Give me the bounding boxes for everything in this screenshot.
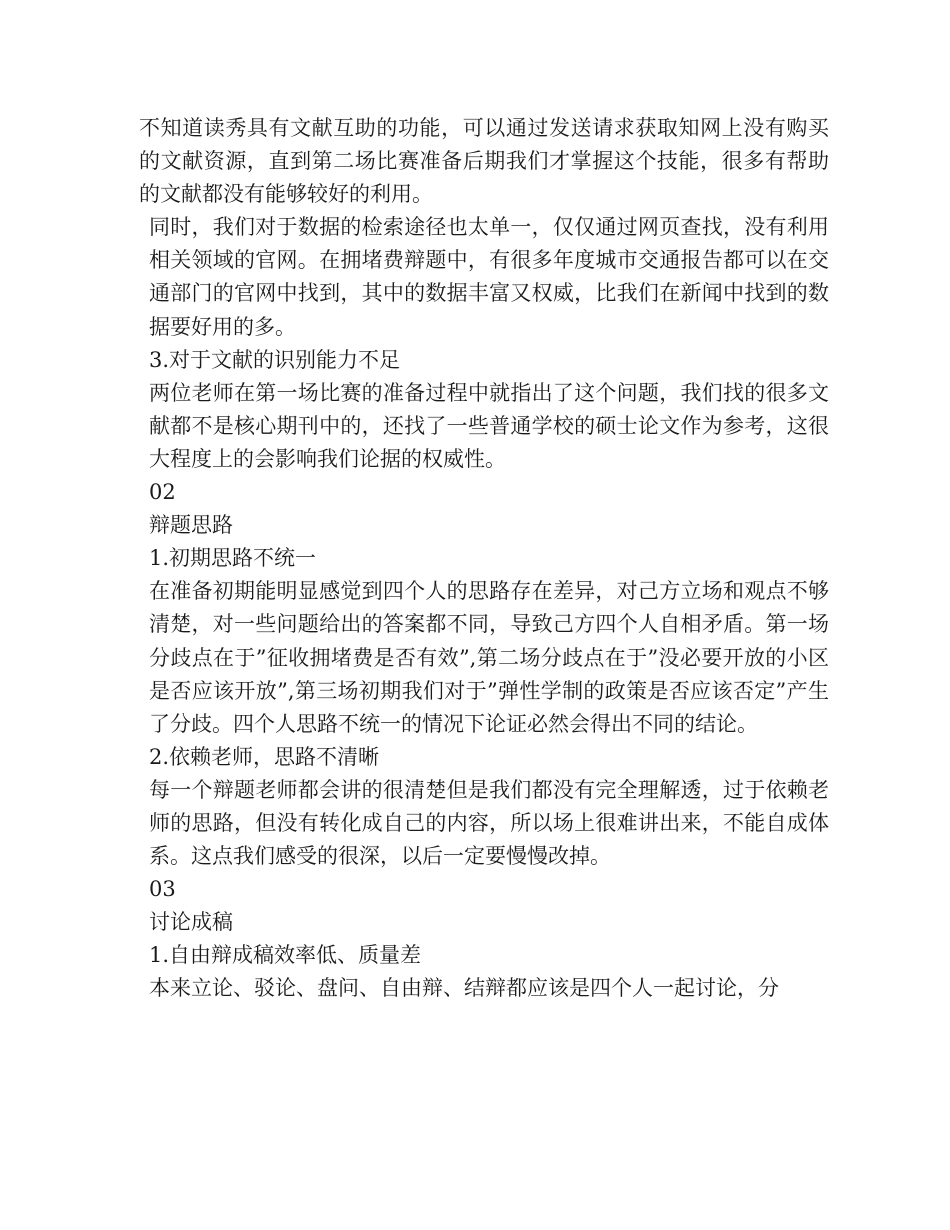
paragraph-data-search: 同时，我们对于数据的检索途径也太单一，仅仅通过网页查找，没有利用相关领域的官网。在拥堵费辩题中，有很多年度城市交通报告都可以在交通部门的官网中找到，其中的数据丰富又权威，比我们在新闻中找到的数据要好用的多。 — [149, 215, 829, 339]
paragraph-free-debate-efficiency: 本来立论、驳论、盘问、自由辩、结辩都应该是四个人一起讨论，分 — [149, 976, 779, 1001]
section-number-03: 03 — [149, 877, 176, 902]
section-number-02: 02 — [149, 480, 176, 505]
paragraph-rely-on-teacher: 每一个辩题老师都会讲的很清楚但是我们都没有完全理解透，过于依赖老师的思路，但没有转化成自己的内容，所以场上很难讲出来，不能自成体系。这点我们感受的很深，以后一定要慢慢改掉。 — [149, 777, 829, 869]
section-title-debate-thinking: 辩题思路 — [149, 513, 233, 538]
section-title-discussion-drafting: 讨论成稿 — [149, 910, 233, 935]
paragraph-literature-recognition: 两位老师在第一场比赛的准备过程中就指出了这个问题，我们找的很多文献都不是核心期刊中的，还找了一些普通学校的硕士论文作为参考，这很大程度上的会影响我们论据的权威性。 — [149, 380, 829, 471]
subheading-thinking-not-unified: 1.初期思路不统一 — [149, 546, 317, 571]
paragraph-intro-continued: 不知道读秀具有文献互助的功能，可以通过发送请求获取知网上没有购买的文献资源，直到第二场比赛准备后期我们才掌握这个技能，很多有帮助的文献都没有能够较好的利用。 — [139, 116, 829, 207]
subheading-literature-recognition: 3.对于文献的识别能力不足 — [149, 347, 401, 372]
document-body — [139, 112, 829, 1006]
subheading-rely-on-teacher: 2.依赖老师，思路不清晰 — [149, 744, 380, 769]
subheading-free-debate-efficiency: 1.自由辩成稿效率低、质量差 — [149, 943, 422, 968]
paragraph-thinking-not-unified: 在准备初期能明显感觉到四个人的思路存在差异，对己方立场和观点不够清楚，对一些问题给出的答案都不同，导致己方四个人自相矛盾。第一场分歧点在于”征收拥堵费是否有效”,第二场分歧点在于”没必要开放的小区是否应该开放”,第三场初期我们对于”弹性学制的政策是否应该否定”产生了分歧。四个人思路不统一的情况下论证必然会得出不同的结论。 — [149, 579, 829, 736]
